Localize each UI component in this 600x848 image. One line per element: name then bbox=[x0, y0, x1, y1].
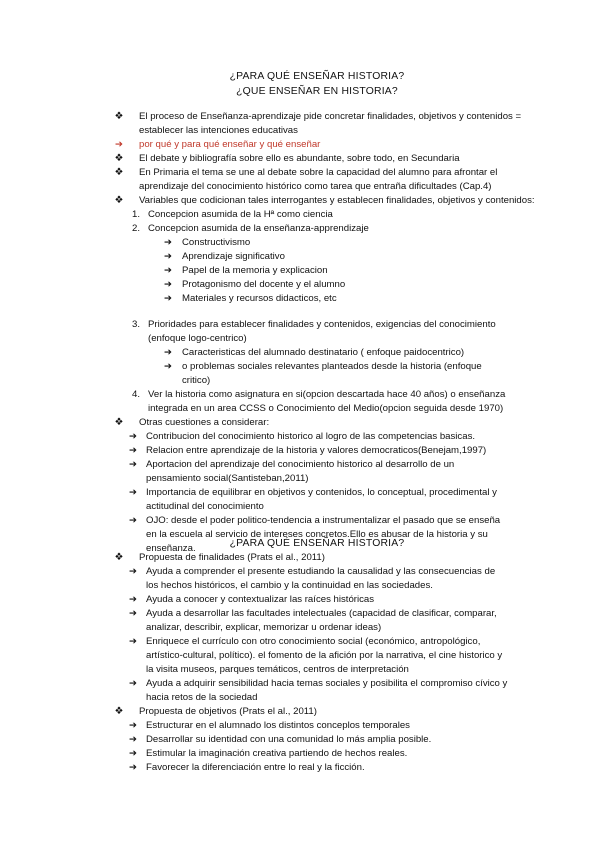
text-line: (enfoque logo-centrico) bbox=[148, 333, 247, 344]
arrow-icon: ➔ bbox=[163, 265, 173, 276]
arrow-icon: ➔ bbox=[163, 237, 173, 248]
arrow-icon: ➔ bbox=[128, 636, 138, 647]
text-line: Estimular la imaginación creativa partiendo de hechos reales. bbox=[146, 748, 408, 759]
text-line: integrada en un area CCSS o Conocimiento del Medio(opcion seguida desde 1970) bbox=[148, 403, 504, 414]
arrow-icon: ➔ bbox=[128, 608, 138, 619]
text-line: Ayuda a conocer y contextualizar las raíces históricas bbox=[146, 594, 375, 605]
text-line: los hechos históricos, el cambio y la continuidad en las sociedades. bbox=[146, 580, 433, 591]
text-line: Constructivismo bbox=[182, 237, 251, 248]
list-number: 3. bbox=[131, 319, 140, 330]
text-line: Ayuda a desarrollar las facultades intelectuales (capacidad de clasificar, comparar, bbox=[146, 608, 497, 619]
text-line: enseñanza. bbox=[146, 543, 196, 554]
arrow-icon: ➔ bbox=[128, 720, 138, 731]
bullet-icon: ❖ bbox=[114, 552, 124, 563]
text-line: la visita museos, parques temáticos, centros de interpretación bbox=[146, 664, 409, 675]
arrow-icon: ➔ bbox=[128, 762, 138, 773]
bullet-icon: ❖ bbox=[114, 153, 124, 164]
page-title: ¿PARA QUÉ ENSEÑAR HISTORIA? bbox=[229, 71, 405, 82]
text-line: Aprendizaje significativo bbox=[182, 251, 285, 262]
arrow-icon: ➔ bbox=[128, 515, 138, 526]
text-line: actitudinal del conocimiento bbox=[146, 501, 264, 512]
text-line: Favorecer la diferenciación entre lo real y la ficción. bbox=[146, 762, 365, 773]
text-line: Otras cuestiones a considerar: bbox=[139, 417, 270, 428]
text-line: establecer las intenciones educativas bbox=[139, 125, 298, 136]
text-line: Importancia de equilibrar en objetivos y contenidos, lo conceptual, procedimental y bbox=[146, 487, 497, 498]
text-line: Concepcion asumida de la Hª como ciencia bbox=[148, 209, 333, 220]
arrow-icon: ➔ bbox=[163, 361, 173, 372]
text-line: aprendizaje del conocimiento histórico como tarea que entraña dificultades (Cap.4) bbox=[139, 181, 492, 192]
bullet-icon: ❖ bbox=[114, 111, 124, 122]
arrow-icon: ➔ bbox=[128, 431, 138, 442]
text-line: critico) bbox=[182, 375, 211, 386]
text-line: analizar, describir, explicar, memorizar u ordenar ideas) bbox=[146, 622, 382, 633]
text-line: Relacion entre aprendizaje de la historia y valores democraticos(Benejam,1997) bbox=[146, 445, 487, 456]
text-line: Propuesta de objetivos (Prats el al., 2011) bbox=[139, 706, 317, 717]
text-line: Protagonismo del docente y el alumno bbox=[182, 279, 346, 290]
text-line: El debate y bibliografía sobre ello es abundante, sobre todo, en Secundaria bbox=[139, 153, 460, 164]
arrow-icon: ➔ bbox=[128, 487, 138, 498]
bullet-icon: ❖ bbox=[114, 417, 124, 428]
highlight-line: por qué y para qué enseñar y qué enseñar bbox=[139, 139, 321, 150]
list-number: 2. bbox=[131, 223, 140, 234]
arrow-icon: ➔ bbox=[163, 293, 173, 304]
bullet-icon: ❖ bbox=[114, 195, 124, 206]
text-line: Ayuda a adquirir sensibilidad hacia temas sociales y posibilita el compromiso cívico y bbox=[146, 678, 508, 689]
text-line: Ayuda a comprender el presente estudiando la causalidad y las consecuencias de bbox=[146, 566, 496, 577]
text-line: Concepcion asumida de la enseñanza-apprendizaje bbox=[148, 223, 369, 234]
text-line: pensamiento social(Santisteban,2011) bbox=[146, 473, 309, 484]
arrow-icon: ➔ bbox=[128, 459, 138, 470]
text-line: Aportacion del aprendizaje del conocimiento historico al desarrollo de un bbox=[146, 459, 455, 470]
text-line: Ver la historia como asignatura en si(opcion descartada hace 40 años) o enseñanza bbox=[148, 389, 506, 400]
text-line: Variables que codicionan tales interrogantes y establecen finalidades, objetivos y contenidos: bbox=[139, 195, 535, 206]
text-line: en la escuela al servicio de intereses concretos.Ello es abusar de la historia y su bbox=[146, 529, 488, 540]
text-line: artístico-cultural, político). el fomento de la afición por la narrativa, el cine historico y bbox=[146, 650, 503, 661]
arrow-icon: ➔ bbox=[114, 139, 124, 150]
text-line: Caracteristicas del alumnado destinatario ( enfoque paidocentrico) bbox=[182, 347, 465, 358]
arrow-icon: ➔ bbox=[163, 347, 173, 358]
arrow-icon: ➔ bbox=[163, 251, 173, 262]
list-number: 4. bbox=[131, 389, 140, 400]
text-line: Papel de la memoria y explicacion bbox=[182, 265, 328, 276]
section-title: ¿PARA QUÉ ENSEÑAR HISTORIA? bbox=[229, 538, 405, 549]
arrow-icon: ➔ bbox=[128, 678, 138, 689]
text-line: En Primaria el tema se une al debate sobre la capacidad del alumno para afrontar el bbox=[139, 167, 498, 178]
page-subtitle: ¿QUE ENSEÑAR EN HISTORIA? bbox=[236, 86, 398, 97]
text-line: El proceso de Enseñanza-aprendizaje pide concretar finalidades, objetivos y contenidos = bbox=[139, 111, 522, 122]
list-number: 1. bbox=[131, 209, 140, 220]
text-line: Contribucion del conocimiento historico al logro de las competencias basicas. bbox=[146, 431, 476, 442]
arrow-icon: ➔ bbox=[128, 445, 138, 456]
text-line: Materiales y recursos didacticos, etc bbox=[182, 293, 337, 304]
text-line: Enriquece el currículo con otro conocimiento social (económico, antropológico, bbox=[146, 636, 481, 647]
arrow-icon: ➔ bbox=[128, 566, 138, 577]
arrow-icon: ➔ bbox=[128, 734, 138, 745]
text-line: hacia retos de la sociedad bbox=[146, 692, 258, 703]
arrow-icon: ➔ bbox=[128, 748, 138, 759]
arrow-icon: ➔ bbox=[163, 279, 173, 290]
text-line: Propuesta de finalidades (Prats el al., 2011) bbox=[139, 552, 325, 563]
arrow-icon: ➔ bbox=[128, 594, 138, 605]
text-line: o problemas sociales relevantes planteados desde la historia (enfoque bbox=[182, 361, 482, 372]
bullet-icon: ❖ bbox=[114, 167, 124, 178]
text-line: Prioridades para establecer finalidades y contenidos, exigencias del conocimiento bbox=[148, 319, 496, 330]
text-line: Desarrollar su identidad con una comunidad lo más amplia posible. bbox=[146, 734, 432, 745]
bullet-icon: ❖ bbox=[114, 706, 124, 717]
text-line: Estructurar en el alumnado los distintos conceplos temporales bbox=[146, 720, 410, 731]
text-line: OJO: desde el poder politico-tendencia a instrumentalizar el pasado que se enseña bbox=[146, 515, 501, 526]
